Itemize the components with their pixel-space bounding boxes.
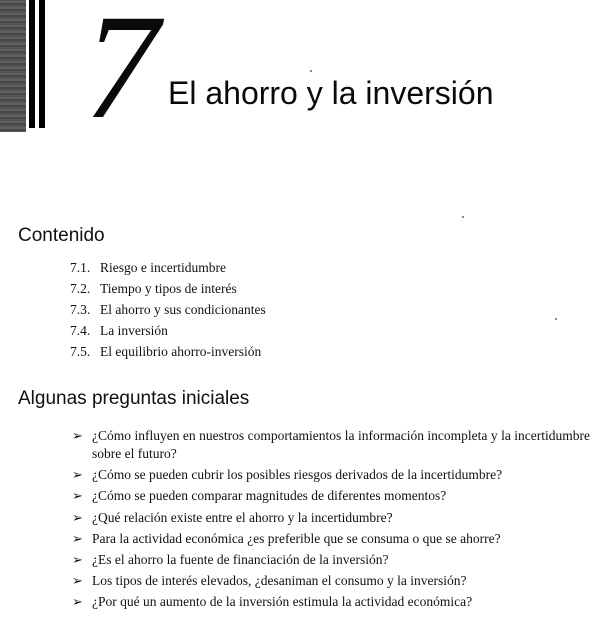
contents-item-label: Riesgo e incertidumbre — [100, 260, 226, 275]
question-text: ¿Cómo influyen en nuestros comportamientos la información incompleta y la incertidumbre sobre el futuro? — [92, 428, 590, 461]
chapter-title: El ahorro y la inversión — [168, 75, 494, 111]
question-item — [72, 551, 590, 569]
chapter-number: 7 — [84, 0, 159, 150]
question-text: ¿Cómo se pueden comparar magnitudes de diferentes momentos? — [92, 488, 447, 504]
questions-list — [72, 427, 590, 615]
contents-item — [70, 320, 266, 341]
question-text: Los tipos de interés elevados, ¿desaniman el consumo y la inversión? — [92, 573, 467, 589]
scan-speck — [462, 216, 464, 218]
questions-heading: Algunas preguntas iniciales — [18, 388, 250, 409]
contents-item-label: El ahorro y sus condicionantes — [100, 302, 266, 317]
arrow-bullet-icon: ➢ — [72, 530, 83, 546]
contents-item-number: 7.2. — [70, 281, 91, 296]
scan-speck — [555, 318, 557, 320]
chapter-rule-right — [39, 0, 45, 128]
arrow-bullet-icon: ➢ — [72, 467, 83, 483]
question-item — [72, 572, 590, 590]
contents-item — [70, 341, 266, 362]
contents-list — [70, 257, 266, 362]
contents-item-label: Tiempo y tipos de interés — [100, 281, 237, 296]
contents-item-label: La inversión — [100, 323, 168, 338]
contents-item-number: 7.1. — [70, 260, 91, 275]
question-item — [72, 466, 590, 484]
question-text: Para la actividad económica ¿es preferible que se consuma o que se ahorre? — [92, 530, 501, 546]
contents-item-number: 7.5. — [70, 344, 91, 359]
arrow-bullet-icon: ➢ — [72, 594, 83, 610]
contents-item — [70, 257, 266, 278]
contents-heading: Contenido — [18, 225, 105, 246]
question-item — [72, 487, 590, 505]
scan-speck — [310, 70, 312, 72]
question-item — [72, 509, 590, 527]
contents-item — [70, 299, 266, 320]
contents-item-number: 7.3. — [70, 302, 91, 317]
arrow-bullet-icon: ➢ — [72, 551, 83, 567]
chapter-edge-band — [0, 0, 26, 132]
chapter-rule-left — [29, 0, 35, 128]
question-item — [72, 427, 590, 463]
question-text: ¿Cómo se pueden cubrir los posibles riesgos derivados de la incertidumbre? — [92, 467, 503, 483]
question-text: ¿Qué relación existe entre el ahorro y la incertidumbre? — [92, 509, 393, 525]
question-text: ¿Por qué un aumento de la inversión estimula la actividad económica? — [92, 594, 473, 610]
arrow-bullet-icon: ➢ — [72, 428, 83, 443]
contents-item-number: 7.4. — [70, 323, 91, 338]
question-text: ¿Es el ahorro la fuente de financiación de la inversión? — [92, 551, 389, 567]
arrow-bullet-icon: ➢ — [72, 509, 83, 525]
arrow-bullet-icon: ➢ — [72, 573, 83, 589]
contents-item-label: El equilibrio ahorro-inversión — [100, 344, 262, 359]
question-item — [72, 593, 590, 611]
question-item — [72, 530, 590, 548]
contents-item — [70, 278, 266, 299]
arrow-bullet-icon: ➢ — [72, 488, 83, 504]
